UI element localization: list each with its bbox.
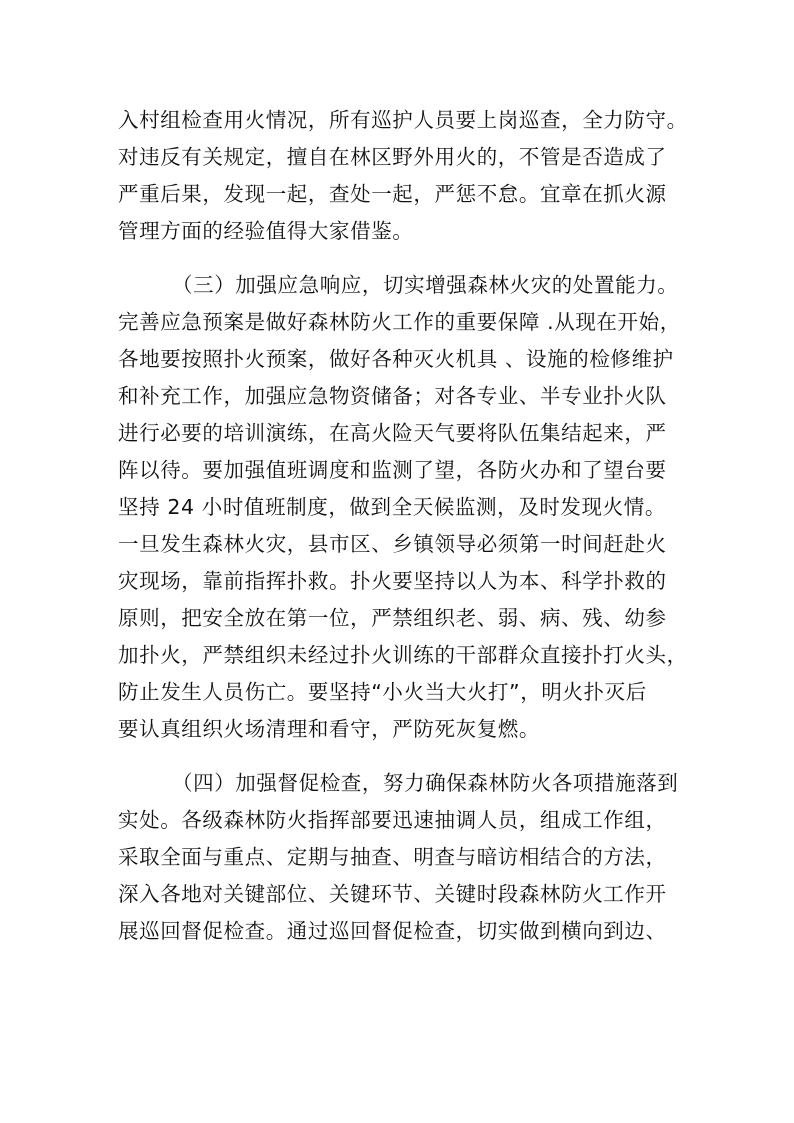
text-line: 深入各地对关键部位、关键环节、关键时段森林防火工作开 [118, 882, 667, 906]
text-line: 完善应急预案是做好森林防火工作的重要保障 .从现在开始， [118, 310, 681, 334]
text-line: 实处。各级森林防火指挥部要迅速抽调人员，组成工作组， [118, 808, 667, 832]
text-line: 对违反有关规定，擅自在林区野外用火的，不管是否造成了 [118, 145, 667, 169]
text-line: 要认真组织火场清理和看守，严防死灰复燃。 [118, 717, 540, 741]
text-line: 采取全面与重点、定期与抽查、明查与暗访相结合的方法， [118, 845, 667, 869]
text-line: 灾现场，靠前指挥扑救。扑火要坚持以人为本、科学扑救的 [118, 569, 667, 593]
text-line: 阵以待。要加强值班调度和监测了望，各防火办和了望台要 [118, 458, 667, 482]
text-line: 防止发生人员伤亡。要坚持“小火当大火打”，明火扑灭后 [118, 680, 647, 704]
text-line: 加扑火，严禁组织未经过扑火训练的干部群众直接扑打火头， [118, 643, 688, 667]
text-line: 展巡回督促检查。通过巡回督促检查，切实做到横向到边、 [118, 919, 667, 943]
text-line: 进行必要的培训演练，在高火险天气要将队伍集结起来，严 [118, 421, 667, 445]
text-line: 和补充工作，加强应急物资储备；对各专业、半专业扑火队 [118, 384, 667, 408]
text-line: 一旦发生森林火灾，县市区、乡镇领导必须第一时间赶赴火 [118, 532, 667, 556]
text-line: 坚持 24 小时值班制度，做到全天候监测，及时发现火情。 [118, 495, 666, 519]
text-line: 各地要按照扑火预案，做好各种灭火机具 、设施的检修维护 [118, 347, 674, 371]
text-line: 入村组检查用火情况，所有巡护人员要上岗巡查，全力防守。 [118, 108, 688, 132]
section-heading: （四）加强督促检查，努力确保森林防火各项措施落到 [172, 771, 679, 795]
text-line: 管理方面的经验值得大家借鉴。 [118, 219, 414, 243]
text-line: 原则，把安全放在第一位，严禁组织老、弱、病、残、幼参 [118, 606, 667, 630]
text-line: 严重后果，发现一起，查处一起，严惩不怠。宜章在抓火源 [118, 182, 667, 206]
section-heading: （三）加强应急响应，切实增强森林火灾的处置能力。 [172, 273, 679, 297]
